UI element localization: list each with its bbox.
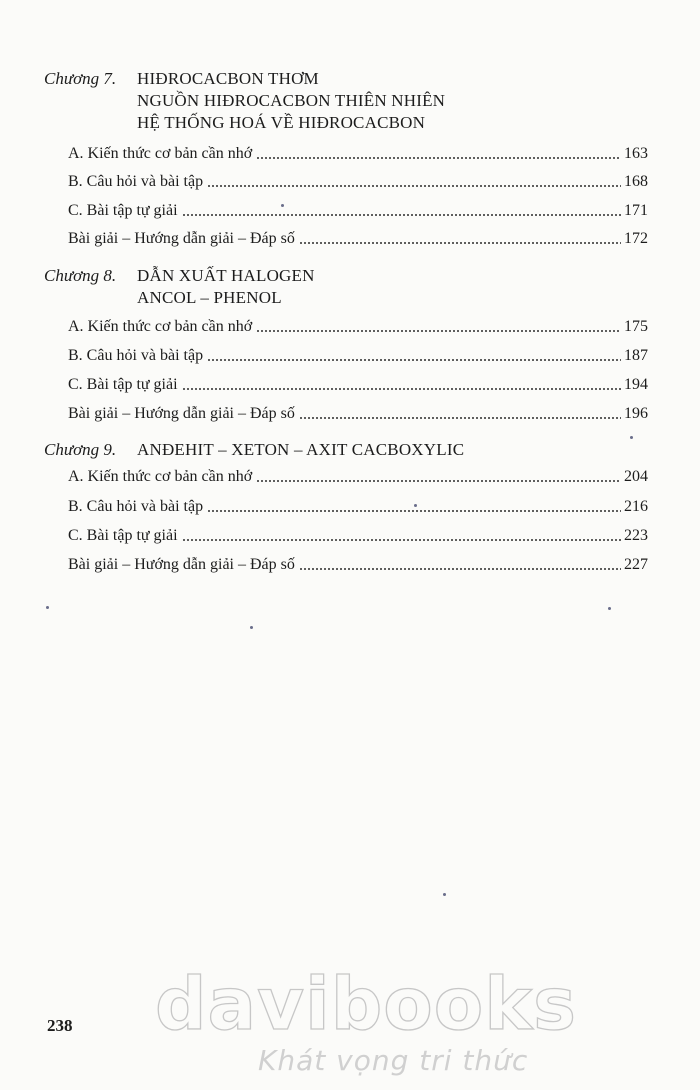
toc-entry-page: 163 xyxy=(624,145,648,162)
toc-entry xyxy=(68,554,648,576)
chapter-title: DẪN XUẤT HALOGEN xyxy=(137,266,315,285)
chapter-label: Chương 8. xyxy=(44,266,117,285)
dot-leader xyxy=(299,567,621,571)
toc-entry-page: 204 xyxy=(624,468,648,485)
toc-entry xyxy=(68,200,648,222)
dot-leader xyxy=(256,479,621,483)
toc-entry-label: B. Câu hỏi và bài tập xyxy=(68,173,204,190)
toc-entry-label: A. Kiến thức cơ bản cần nhớ xyxy=(68,145,253,162)
print-speck xyxy=(414,504,417,507)
dot-leader xyxy=(207,509,621,513)
toc-entry-page: 216 xyxy=(624,498,648,515)
toc-entry xyxy=(68,496,648,518)
chapter-7-heading xyxy=(44,68,664,134)
chapter-9-heading xyxy=(44,439,664,461)
dot-leader xyxy=(299,241,621,245)
dot-leader xyxy=(207,184,621,188)
toc-entry-label: A. Kiến thức cơ bản cần nhớ xyxy=(68,468,253,485)
toc-entry-page: 171 xyxy=(624,202,648,219)
print-speck xyxy=(46,606,49,609)
chapter-title: NGUỒN HIĐROCACBON THIÊN NHIÊN xyxy=(137,91,446,110)
watermark-logo: davibooks xyxy=(155,962,577,1046)
dot-leader xyxy=(182,213,621,217)
print-speck xyxy=(281,204,284,207)
print-speck xyxy=(608,607,611,610)
toc-entry-label: C. Bài tập tự giải xyxy=(68,527,178,544)
dot-leader xyxy=(256,329,621,333)
toc-entry xyxy=(68,466,648,488)
toc-entry xyxy=(68,525,648,547)
chapter-title: ANĐEHIT – XETON – AXIT CACBOXYLIC xyxy=(137,440,465,459)
toc-entry xyxy=(68,228,648,250)
toc-entry-page: 223 xyxy=(624,527,648,544)
toc-entry-page: 194 xyxy=(624,376,648,393)
chapter-title: HỆ THỐNG HOÁ VỀ HIĐROCACBON xyxy=(137,113,426,132)
toc-entry xyxy=(68,316,648,338)
watermark-slogan: Khát vọng tri thức xyxy=(258,1044,529,1077)
toc-entry-label: C. Bài tập tự giải xyxy=(68,202,178,219)
toc-entry xyxy=(68,171,648,193)
toc-entry-page: 175 xyxy=(624,318,648,335)
chapter-label: Chương 9. xyxy=(44,440,117,459)
toc-entry-label: Bài giải – Hướng dẫn giải – Đáp số xyxy=(68,230,295,247)
print-speck xyxy=(250,626,253,629)
dot-leader xyxy=(182,538,621,542)
toc-entry xyxy=(68,345,648,367)
toc-entry xyxy=(68,403,648,425)
toc-entry-label: B. Câu hỏi và bài tập xyxy=(68,498,204,515)
toc-entry xyxy=(68,143,648,165)
toc-entry-label: A. Kiến thức cơ bản cần nhớ xyxy=(68,318,253,335)
toc-entry-label: Bài giải – Hướng dẫn giải – Đáp số xyxy=(68,405,295,422)
chapter-title: HIĐROCACBON THƠM xyxy=(137,69,319,88)
toc-entry-page: 172 xyxy=(624,230,648,247)
chapter-8-heading xyxy=(44,265,664,309)
toc-entry-page: 168 xyxy=(624,173,648,190)
chapter-title: ANCOL – PHENOL xyxy=(137,288,282,307)
print-speck xyxy=(443,893,446,896)
toc-entry-label: Bài giải – Hướng dẫn giải – Đáp số xyxy=(68,556,295,573)
dot-leader xyxy=(182,387,621,391)
dot-leader xyxy=(299,416,621,420)
toc-entry-label: C. Bài tập tự giải xyxy=(68,376,178,393)
print-speck xyxy=(630,436,633,439)
toc-entry xyxy=(68,374,648,396)
dot-leader xyxy=(207,358,621,362)
toc-entry-page: 187 xyxy=(624,347,648,364)
toc-entry-page: 196 xyxy=(624,405,648,422)
dot-leader xyxy=(256,156,621,160)
page-number: 238 xyxy=(47,1016,73,1035)
toc-entry-page: 227 xyxy=(624,556,648,573)
chapter-label: Chương 7. xyxy=(44,69,117,88)
toc-entry-label: B. Câu hỏi và bài tập xyxy=(68,347,204,364)
